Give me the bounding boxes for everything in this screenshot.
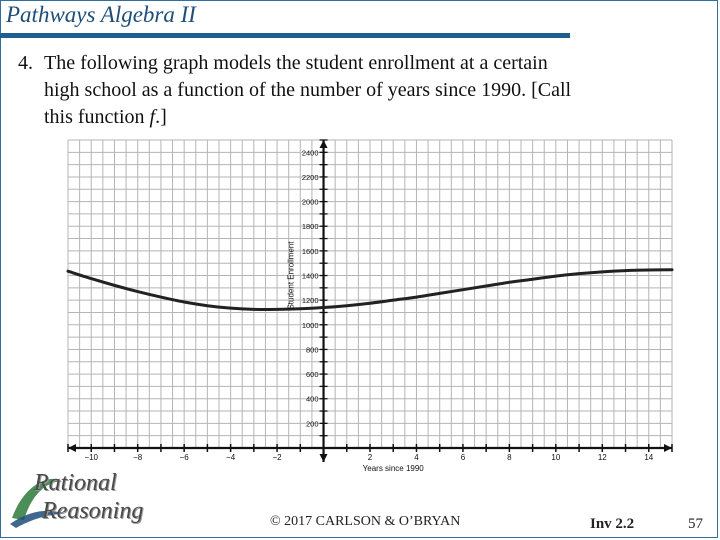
y-tick-label: 1600: [301, 246, 319, 256]
slide-title: Pathways Algebra II: [6, 2, 196, 27]
x-tick-label: 10: [551, 453, 561, 462]
investigation-label: Inv 2.2: [590, 516, 635, 532]
y-tick-label: 1000: [301, 320, 319, 330]
y-tick-label: 1200: [301, 296, 319, 306]
function-name: f: [149, 106, 156, 128]
question-line-2: high school as a function of the number of years since 1990. [Call: [44, 79, 572, 101]
x-tick-label: 4: [414, 453, 419, 462]
x-tick-label: 6: [460, 453, 466, 462]
y-tick-label: 2200: [301, 172, 319, 182]
y-tick-label: 2000: [301, 197, 319, 207]
logo-word-2: Reasoning: [42, 498, 144, 524]
x-tick-label: 8: [507, 453, 512, 462]
question-line-3-text: this function: [44, 106, 150, 128]
y-axis-up-arrow: [320, 140, 328, 148]
y-tick-label: 800: [306, 345, 319, 355]
copyright-text: © 2017 CARLSON & O’BRYAN: [270, 514, 461, 529]
y-tick-label: 1800: [301, 222, 319, 232]
y-tick-label: 400: [306, 394, 319, 404]
x-tick-label: 14: [644, 453, 654, 462]
question-number: 4.: [18, 52, 33, 74]
page-number: 57: [688, 516, 703, 532]
x-tick-label: −8: [133, 453, 143, 462]
x-tick-label: 12: [597, 453, 607, 462]
y-tick-label: 200: [306, 419, 319, 429]
x-tick-label: −10: [84, 453, 99, 462]
logo-word-1: Rational: [34, 470, 117, 496]
x-axis-label: Years since 1990: [362, 464, 424, 473]
y-axis-down-arrow: [320, 454, 328, 462]
x-tick-label: −2: [272, 453, 282, 462]
y-tick-label: 600: [306, 370, 319, 380]
x-axis-left-arrow: [68, 444, 76, 452]
y-tick-label: 2400: [301, 148, 319, 158]
chart-grid: [68, 140, 672, 448]
y-axis-label: Student Enrollment: [286, 241, 296, 310]
x-tick-label: −6: [179, 453, 189, 462]
y-tick-label: 1400: [301, 271, 319, 281]
question-line-3-tail: .]: [155, 106, 167, 128]
question-line-1: The following graph models the student enrollment at a certain: [44, 52, 548, 74]
rational-reasoning-logo: [6, 466, 181, 534]
x-tick-label: 2: [367, 453, 373, 462]
x-axis-right-arrow: [664, 444, 672, 452]
x-tick-label: −4: [226, 453, 236, 462]
